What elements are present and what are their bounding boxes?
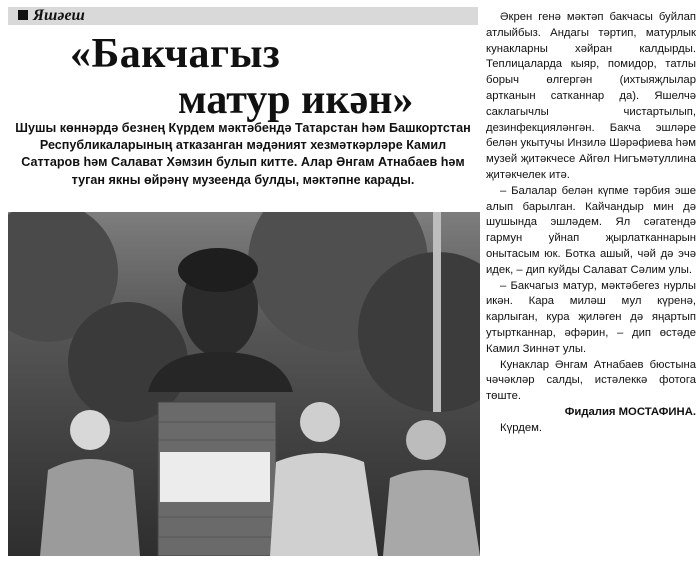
photo-illustration — [8, 212, 480, 556]
person-right-body — [383, 470, 480, 556]
headline-line-1: «Бакчагыз — [70, 31, 281, 77]
paragraph-1: Әкрен генә мәктәп бакчасы буйлап атлыйбыз. Андагы тәртип, матурлык кунакларны хәйран калдырды. Теплицаларда кыяр, помидор, татлы борыч өлгергән (ихтыяҗлылар артканын сатканнар да). Яшелчә саклагычлы чистартылып, дезинфекцияләнгән. Бакча эшләре белән укытучы Инзилә Шәрәфиева һәм музей җитәкчесе Айгөл Нигъмәтуллина җитәкчелек итә. — [486, 11, 696, 181]
author-place: Күрдем. — [500, 421, 543, 434]
pedestal-plaque — [160, 452, 270, 502]
paragraph-3: – Бакчагыз матур, мәктәбегез нурлы икән. Кара миләш мул күренә, карлыган, кура җиләген дә яңартып утыртканнар, әфәрин, – дип өстәде Камил Зиннәт улы. — [486, 279, 696, 355]
person-left-head — [70, 410, 110, 450]
person-middle-head — [300, 402, 340, 442]
lead-paragraph: Шушы көннәрдә безнең Күрдем мәктәбендә Татарстан һәм Башкортстан Республикаларының атказанган мәдәният хезмәткәрләре Камил Саттаров һәм Салават Хәмзин булып китте. Алар Әнгам Атнабаев һәм туган якны өйрәнү музеенда булды, мәктәпне карады. — [15, 121, 471, 187]
pole — [433, 212, 441, 412]
article-column — [486, 10, 696, 437]
person-left-body — [40, 459, 140, 556]
author-signature: Фидалия МОСТАФИНА. — [564, 405, 696, 418]
person-right-head — [406, 420, 446, 460]
rubric-label: Яшәеш — [33, 7, 85, 24]
bust-hair — [178, 248, 258, 292]
paragraph-2: – Балалар белән күпме тәрбия эше алып барылган. Кайчандыр мин дә шушында эшләдем. Ял сәгатендә гармун уйнап җырлатканнарын онытасым юк. Ботка ашый, чәй дә эчә идек, – дип куйды Салават Сәлим улы. — [486, 184, 696, 276]
headline-line-2: матур икән» — [178, 77, 414, 123]
rubric-square-icon — [18, 10, 28, 20]
news-photo — [8, 212, 480, 556]
person-middle-body — [270, 453, 378, 556]
paragraph-4: Кунаклар Әнгам Атнабаев бюстына чәчәкләр салды, истәлеккә фотога төште. — [486, 358, 696, 403]
